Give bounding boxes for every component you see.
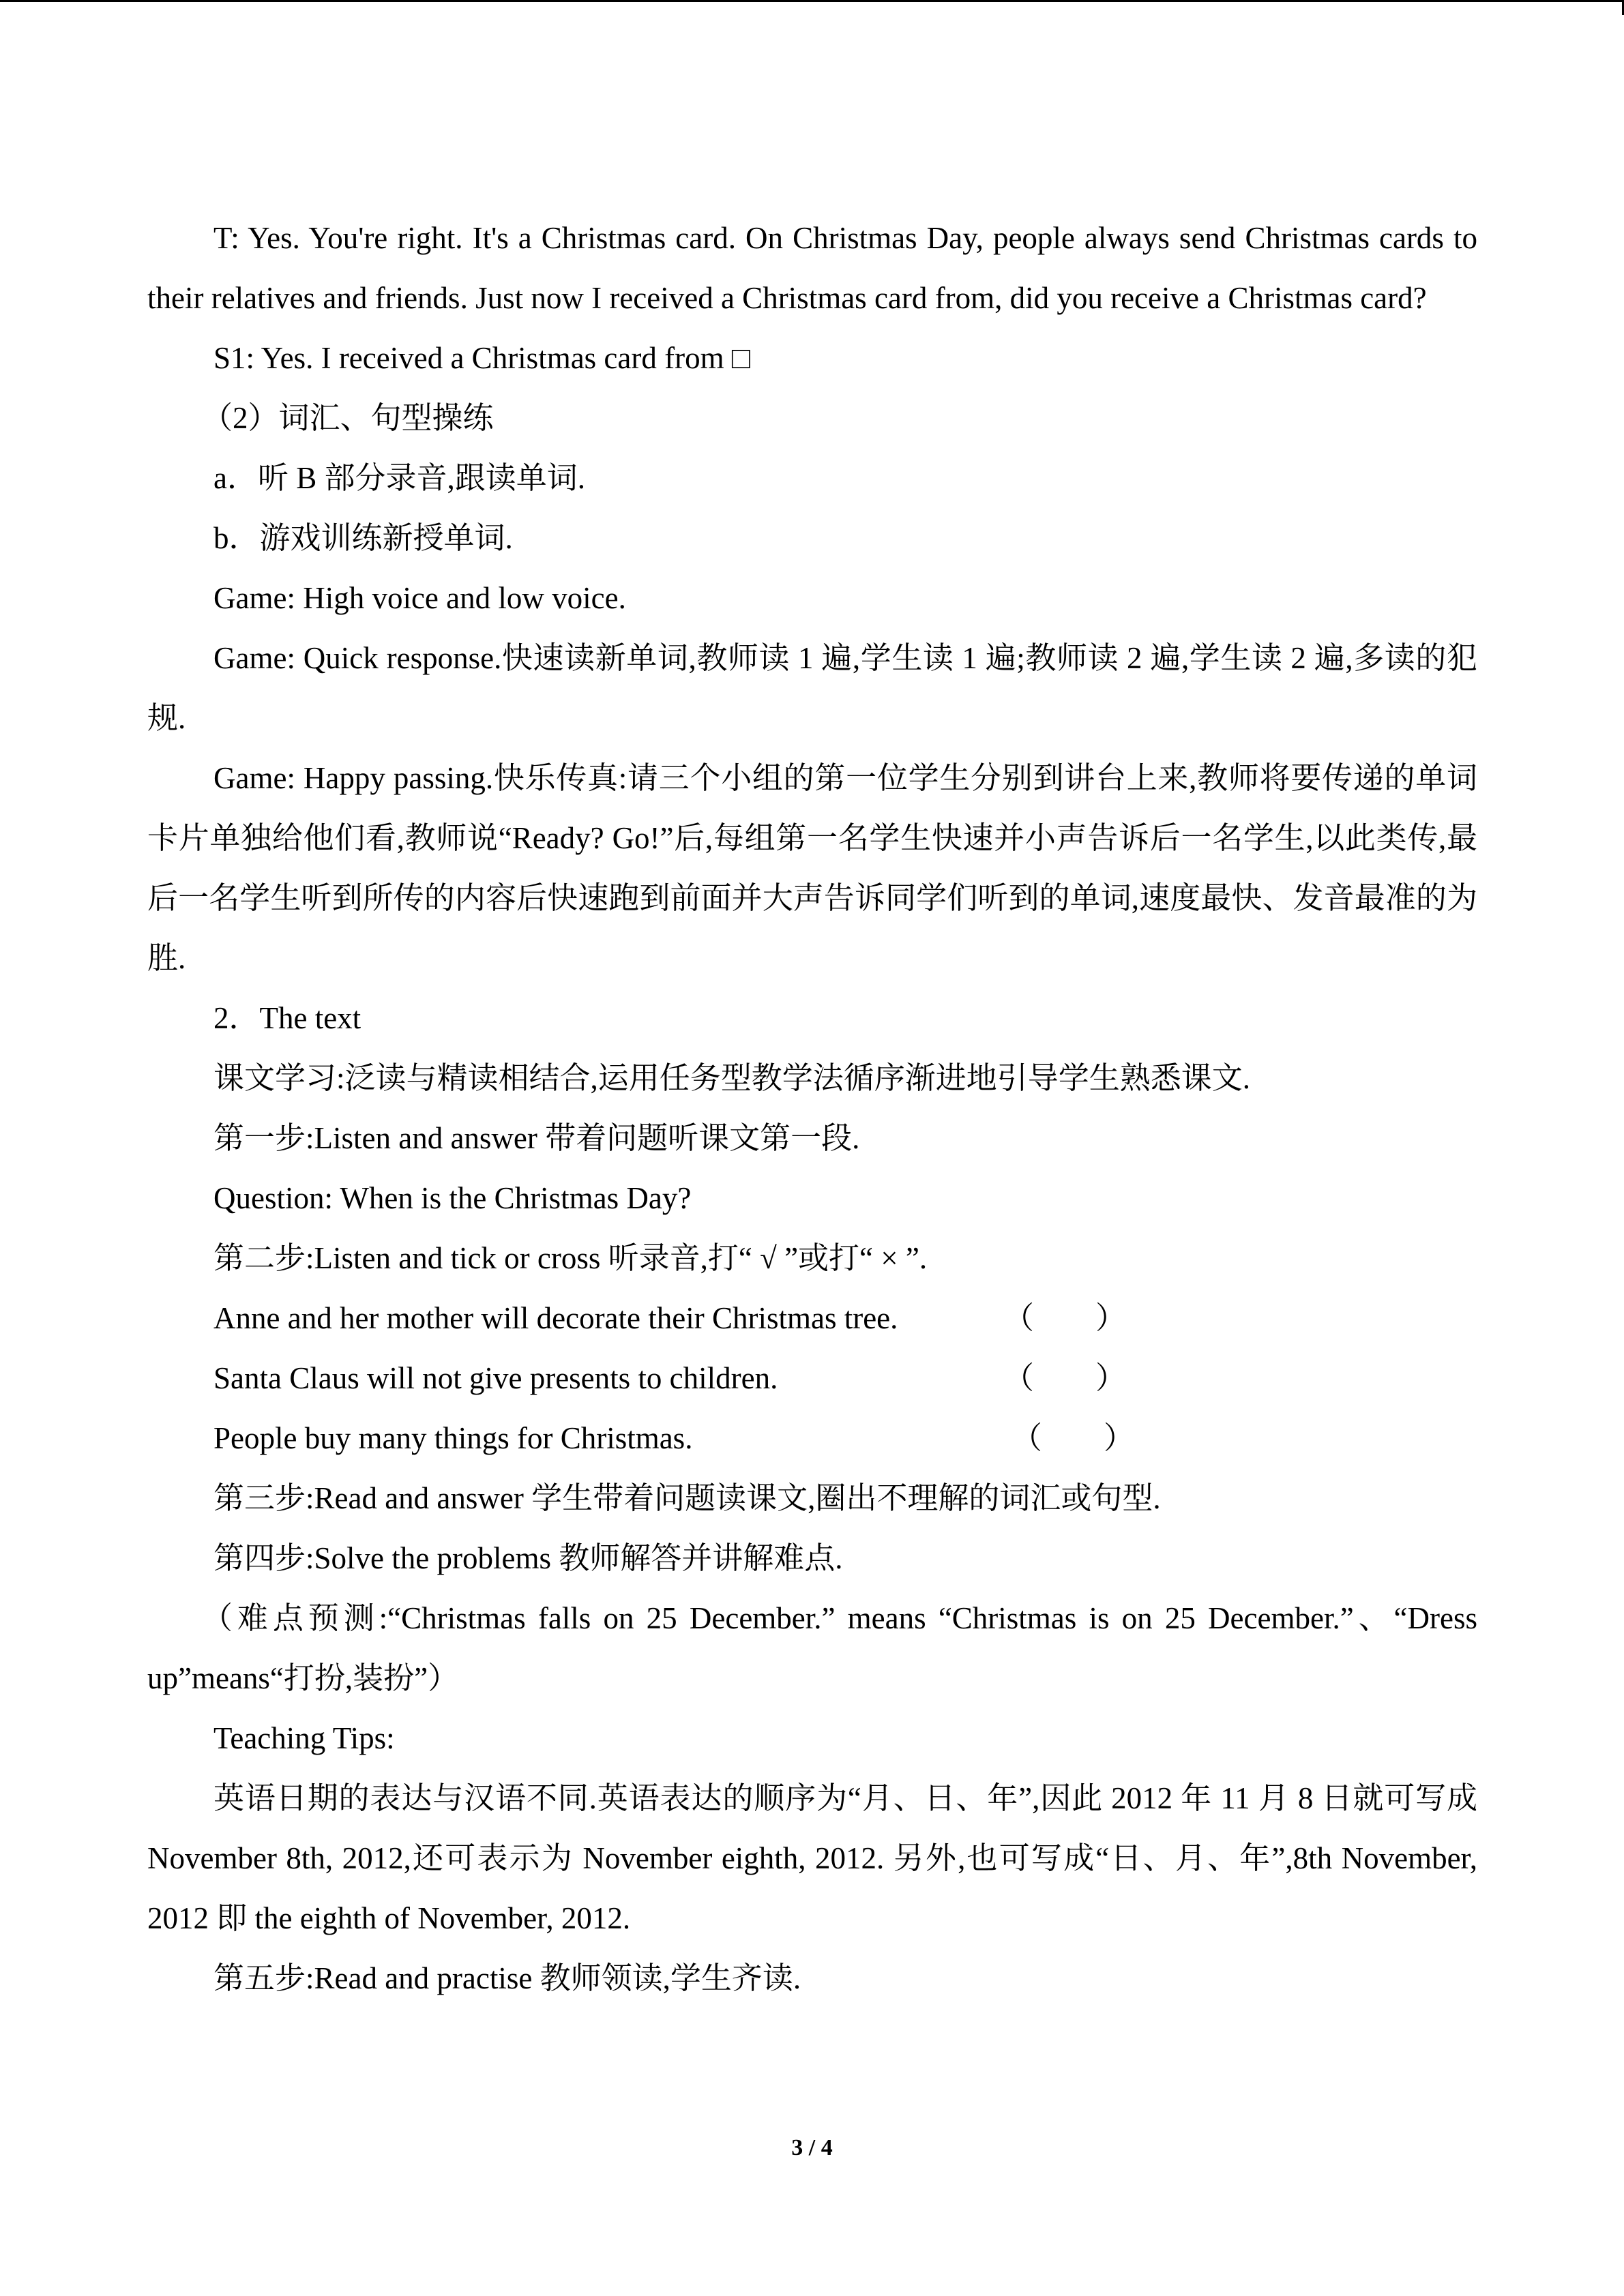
paragraph-student-line: S1: Yes. I received a Christmas card from □ [213,341,751,375]
top-border-line [0,0,1624,2]
page-number: 3 / 4 [791,2135,833,2160]
paragraph-teaching-tips-heading: Teaching Tips: [213,1721,395,1755]
list-item-b: b．游戏训练新授单词. [213,521,513,555]
list-item-a: a．听 B 部分录音,跟读单词. [213,461,585,495]
answer-parentheses: （ ） [1012,1421,1135,1455]
paragraph-game-quick-response: Game: Quick response.快速读新单词,教师读 1 遍,学生读 1 遍;教师读 2 遍,学生读 2 遍,多读的犯规. [147,641,1477,735]
document-body [147,208,1477,2008]
paragraph-teacher-line: T: Yes. You're right. It's a Christmas card. On Christmas Day, people always send Christmas cards to their relatives and friends. Just now I received a Christmas card from, did you receive a Christmas card? [147,221,1477,315]
paragraph-question: Question: When is the Christmas Day? [213,1181,692,1215]
section-heading-vocab-drill: （2）词汇、句型操练 [202,401,494,435]
section-heading-text: 2．The text [213,1001,361,1035]
paragraph-step-five: 第五步:Read and practise 教师领读,学生齐读. [213,1961,801,1995]
paragraph-game-happy-passing: Game: Happy passing.快乐传真:请三个小组的第一位学生分别到讲台上来,教师将要传递的单词卡片单独给他们看,教师说“Ready? Go!”后,每组第一名学生快速并小声告诉后一名学生,以此类传,最后一名学生听到所传的内容后快速跑到前面并大声告诉同学们听到的单词,速度最快、发音最准的为胜. [147,761,1477,975]
paragraph-date-expression: 英语日期的表达与汉语不同.英语表达的顺序为“月、日、年”,因此 2012 年 11 月 8 日就可写成 November 8th, 2012,还可表示为 November eighth, 2012. 另外,也可写成“日、月、年”,8th November, 2012 即 the eighth of November, 2012. [147,1781,1477,1935]
paragraph-step-three: 第三步:Read and answer 学生带着问题读课文,圈出不理解的词汇或句型. [213,1481,1161,1515]
tick-item-row [147,1288,1477,1348]
tick-item-row [147,1408,1477,1468]
tick-item-text: Santa Claus will not give presents to children. [213,1361,778,1395]
paragraph-step-four: 第四步:Solve the problems 教师解答并讲解难点. [213,1541,843,1575]
paragraph-game-high-low: Game: High voice and low voice. [213,581,626,615]
paragraph-text-study: 课文学习:泛读与精读相结合,运用任务型教学法循序渐进地引导学生熟悉课文. [213,1061,1251,1095]
paragraph-difficulty-prediction: （难点预测:“Christmas falls on 25 December.” means “Christmas is on 25 December.”、“Dress up”means“打扮,装扮”） [147,1601,1477,1695]
answer-parentheses: （ ） [1003,1361,1127,1395]
paragraph-step-two: 第二步:Listen and tick or cross 听录音,打“ √ ”或打“ × ”. [213,1241,928,1275]
tick-item-text: Anne and her mother will decorate their Christmas tree. [213,1301,898,1335]
answer-parentheses: （ ） [1003,1301,1127,1335]
tick-item-text: People buy many things for Christmas. [213,1421,693,1455]
tick-item-row [147,1348,1477,1408]
paragraph-step-one: 第一步:Listen and answer 带着问题听课文第一段. [213,1121,860,1155]
